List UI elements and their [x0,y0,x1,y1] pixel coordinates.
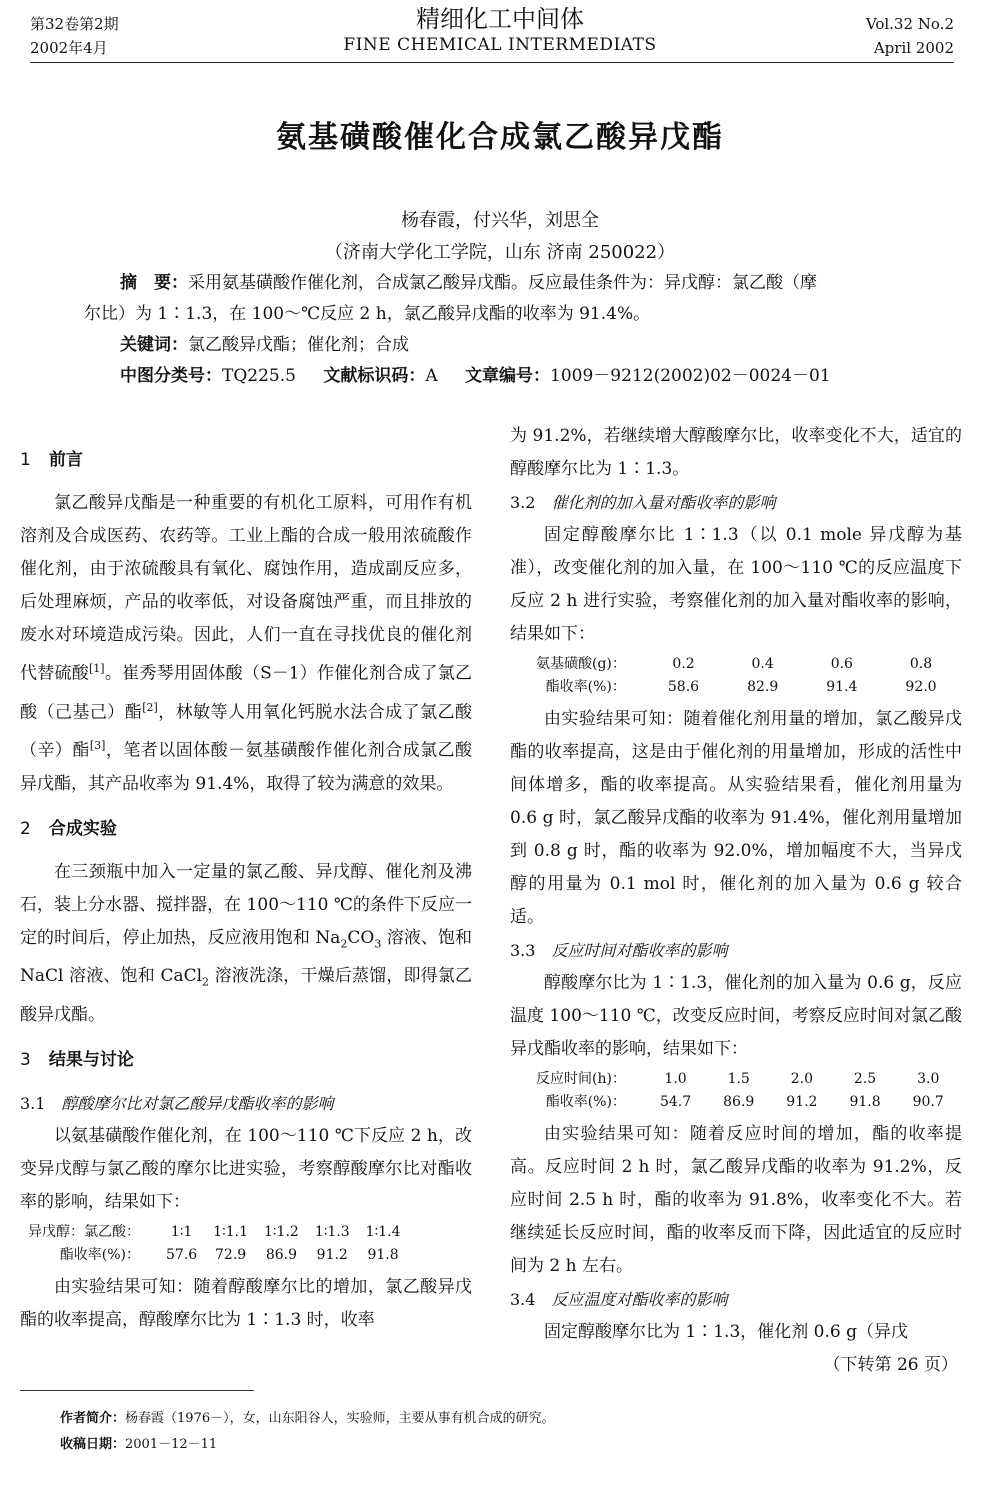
exp-text-a: 在三颈瓶中加入一定量的氯乙酸、异戊醇、催化剂及沸石，装上分水器、搅拌器，在 100～110 ℃的条件下反应一定的时间后，停止加热，反应液用饱和 Na [20,861,472,948]
paragraph-intro [20,487,472,801]
article-value: 1009－9212(2002)02－0024－01 [550,366,831,386]
authors: 杨春霞，付兴华，刘思全 [401,210,599,231]
table-cell: 92.0 [905,679,937,695]
section-2-heading [20,813,472,846]
footnote-author [60,1406,555,1432]
table-time [528,1068,960,1114]
table-label: 异戊醇：氯乙酸： [28,1223,140,1240]
abstract-text-2: 尔比）为 1∶1.3，在 100～℃反应 2 h，氯乙酸异戊酯的收率为 91.4%。 [84,304,651,324]
header-date-en: April 2002 [873,39,954,57]
journal-name-cn: 精细化工中间体 [416,5,584,33]
section-3-2-title: 催化剂的加入量对酯收率的影响 [551,493,776,512]
table-cell: 91.4 [826,679,858,695]
table-row [20,1221,408,1244]
abstract-block [84,268,916,392]
section-3-heading [20,1044,472,1077]
paragraph-3-4: 固定醇酸摩尔比为 1∶1.3，催化剂 0.6 g（异戊 [544,1322,908,1342]
exp-text-d: 溶液洗涤，干燥后蒸馏，即得氯乙酸异戊酯。 [20,966,472,1025]
table-cell: 1.0 [664,1071,687,1087]
keywords-line [84,330,916,361]
section-3-3-title: 反应时间对酯收率的影响 [551,941,728,960]
journal-name [0,4,1000,56]
ref-2: [2] [142,700,158,714]
table-cell: 91.2 [316,1246,348,1263]
table-label: 氨基磺酸(g)： [536,656,626,672]
table-cell: 57.6 [166,1246,198,1263]
paper-title: 氨基磺酸催化合成氯乙酸异戊酯 [276,120,724,155]
section-1-heading [20,444,472,477]
paragraph-3-3b: 由实验结果可知：随着反应时间的增加，酯的收率提高。反应时间 2 h 时，氯乙酸异戊酯的收率为 91.2%，反应时间 2.5 h 时，酯的收率为 91.8%，收率变化不大。若继续延长反应时间，酯的收率反而下降，因此适宜的反应时间为 2 h 左右。 [510,1124,962,1276]
ref-3: [3] [89,739,106,753]
keywords: 氯乙酸异戊酯；催化剂；合成 [188,335,409,355]
paragraph-3-3: 醇酸摩尔比为 1∶1.3，催化剂的加入量为 0.6 g，反应温度 100～110 ℃，改变反应时间，考察反应时间对氯乙酸异戊酯收率的影响，结果如下： [510,973,962,1059]
table-cell: 54.7 [659,1094,692,1110]
table-label: 酯收率(%)： [59,1246,140,1263]
table-label: 反应时间(h)： [536,1071,626,1087]
cls-value: TQ225.5 [222,366,296,386]
section-3-3-heading [510,934,962,967]
table-label: 酯收率(%)： [545,679,626,695]
intro-text-d: ，笔者以固体酸－氨基磺酸作催化剂合成氯乙酸异戊酯，其产品收率为 91.4%，取得了较为满意的效果。 [20,740,473,794]
section-3-1-heading [20,1087,472,1120]
footnote-received-text: 2001－12－11 [125,1437,218,1452]
table-cell: 1∶1.2 [264,1223,299,1240]
table-cell: 86.9 [723,1094,755,1110]
section-3-number: 3 [20,1049,31,1070]
table-cell: 82.9 [747,679,779,695]
table-cell: 91.8 [367,1246,399,1263]
table-cell: 1∶1.4 [365,1223,401,1240]
header-volume-en [866,12,954,60]
section-3-3-number: 3.3 [510,941,536,960]
header-vol-en: Vol.32 No.2 [865,15,954,33]
table-cell: 90.7 [912,1094,944,1110]
table-row [528,1068,960,1091]
table-cell: 0.8 [909,656,933,672]
left-column [20,430,472,1337]
table-row [528,653,961,676]
classification-line [84,361,916,392]
section-3-4-heading [510,1283,962,1316]
intro-text-a: 氯乙酸异戊酯是一种重要的有机化工原料，可用作有机溶剂及合成医药、农药等。工业上酯的合成一般用浓硫酸作催化剂，由于浓硫酸具有氧化、腐蚀作用，造成副反应多，后处理麻烦，产品的收率低，对设备腐蚀严重，而且排放的废水对环境造成污染。因此，人们一直在寻找优良的催化剂代替硫酸 [20,493,472,684]
table-cell: 1.5 [727,1071,750,1087]
intro-text-c: ，林敏等人用氧化钙脱水法合成了氯乙酸（辛）酯 [20,702,473,761]
abstract-line-1 [84,268,916,299]
footnote-author-text: 杨春霞（1976－），女，山东阳谷人，实验师，主要从事有机合成的研究。 [125,1411,555,1426]
section-3-1-number: 3.1 [20,1093,46,1113]
right-column [510,420,962,1382]
paragraph-3-1b: 由实验结果可知：随着醇酸摩尔比的增加，氯乙酸异戊酯的收率提高，醇酸摩尔比为 1∶1.3 时，收率 [20,1276,472,1330]
section-2-number: 2 [20,818,31,839]
footnote-received-label: 收稿日期： [60,1437,126,1452]
table-cell: 0.6 [830,656,853,672]
table-cell: 72.9 [215,1246,247,1263]
table-cell: 0.4 [751,656,774,672]
table-label: 酯收率(%)： [545,1094,626,1110]
table-cell: 91.2 [786,1094,818,1110]
table-row [528,676,961,699]
abstract-text-1: 采用氨基磺酸作催化剂，合成氯乙酸异戊酯。反应最佳条件为：异戊醇：氯乙酸（摩 [188,273,817,293]
table-cell: 1∶1 [170,1223,193,1240]
section-1-title: 前言 [48,450,83,470]
exp-text-b: CO [347,927,375,948]
keywords-label: 关键词： [120,335,188,355]
table-row [528,1091,960,1114]
sub-2b: 2 [202,975,210,989]
paragraph-3-1: 以氨基磺酸作催化剂，在 100～110 ℃下反应 2 h，改变异戊醇与氯乙酸的摩尔比进实验，考察醇酸摩尔比对酯收率的影响，结果如下： [20,1125,472,1212]
table-cell: 0.2 [672,656,695,672]
sub-3: 3 [374,937,382,951]
cls-label: 中图分类号： [120,366,222,386]
abstract-label: 摘 要： [120,273,188,293]
table-cell: 58.6 [667,679,700,695]
table-catalyst [528,653,961,699]
table-cell: 91.8 [849,1094,881,1110]
doc-label: 文献标识码： [323,366,426,386]
section-3-2-number: 3.2 [510,493,536,512]
doc-value: A [425,366,438,386]
affiliation: （济南大学化工学院，山东 济南 250022） [324,242,676,263]
intro-text-b: 。崔秀琴用固体酸（S－1）作催化剂合成了氯乙酸（己基己）酯 [20,663,473,723]
header-date-cn: 2002年4月 [30,39,108,57]
paragraph-3-2b: 由实验结果可知：随着催化剂用量的增加，氯乙酸异戊酯的收率提高，这是由于催化剂的用量增加，形成的活性中间体增多，酯的收率提高。从实验结果看，催化剂用量为 0.6 g 时，氯乙酸异戊酯的收率为 91.4%，催化剂用量增加到 0.8 g 时，酯的收率为 92.0%，增加幅度不大，当异戊醇的用量为 0.1 mol 时，催化剂的加入量为 0.6 g 较合适。 [510,709,962,927]
sub-2a: 2 [340,937,348,951]
section-3-4-number: 3.4 [510,1290,536,1309]
table-cell: 86.9 [265,1246,297,1263]
journal-name-en: FINE CHEMICAL INTERMEDIATS [343,35,657,55]
table-cell: 3.0 [917,1071,940,1087]
continued-note: （下转第 26 页） [823,1355,958,1375]
paragraph-3-2: 固定醇酸摩尔比 1∶1.3（以 0.1 mole 异戊醇为基准），改变催化剂的加入量，在 100～110 ℃的反应温度下反应 2 h 进行实验，考察催化剂的加入量对酯收率的影响，结果如下： [510,525,962,644]
table-cell: 2.5 [853,1071,877,1087]
section-3-2-heading [510,486,962,519]
footnote [60,1406,555,1458]
table-row [20,1244,408,1267]
paragraph-experiment [20,856,472,1032]
table-molar-ratio [20,1221,408,1267]
section-3-4-title: 反应温度对酯收率的影响 [551,1290,728,1309]
section-2-title: 合成实验 [48,818,117,839]
table-cell: 1∶1.1 [213,1223,248,1240]
header-volume-cn: 第32卷第2期 [30,15,119,33]
footnote-received [60,1432,555,1458]
section-3-1-title: 醇酸摩尔比对氯乙酸异戊酯收率的影响 [61,1093,334,1113]
exp-text-c: 溶液、饱和 NaCl 溶液、饱和 CaCl [20,927,472,987]
paragraph-3-1c: 为 91.2%，若继续增大醇酸摩尔比，收率变化不大，适宜的醇酸摩尔比为 1∶1.3。 [510,426,962,479]
footnote-author-label: 作者简介： [60,1411,126,1426]
table-cell: 1∶1.3 [314,1223,350,1240]
table-cell: 2.0 [790,1071,814,1087]
ref-1: [1] [89,662,105,675]
footnote-rule [20,1390,254,1391]
article-label: 文章编号： [465,366,551,386]
header-rule [30,62,954,63]
section-1-number: 1 [20,450,31,470]
section-3-title: 结果与讨论 [48,1049,134,1070]
